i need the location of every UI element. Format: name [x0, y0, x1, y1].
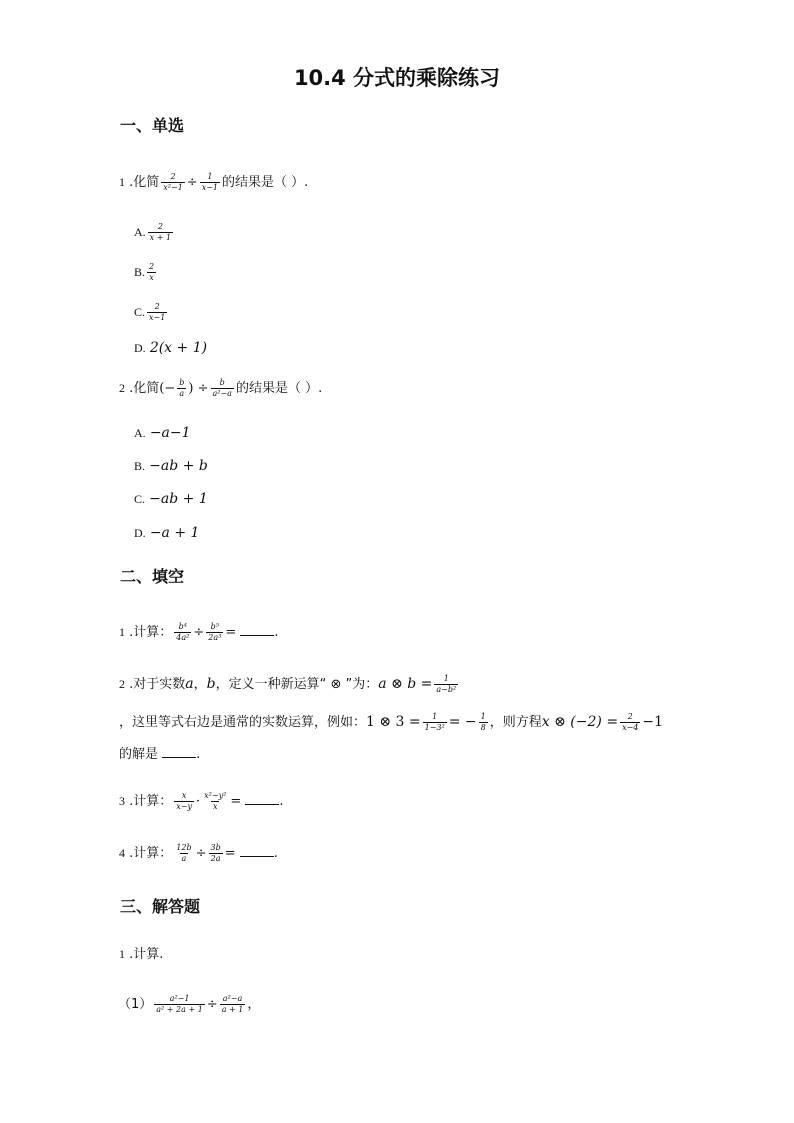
fraction: $\frac{b}{\text{a²−a}}$ — [212, 378, 232, 398]
fraction: $\frac{1}{\text{a−b²}}$ — [436, 674, 457, 694]
option-c: C. −ab + 1 — [134, 491, 208, 507]
fraction: $\frac{2}{x-1}$ — [149, 302, 166, 322]
fraction: $\frac{3b}{2a}$ — [210, 843, 221, 863]
fraction: $\frac{b}{a}$ — [179, 378, 185, 398]
question-1-2: 2 .化简(− $\frac{b}{a}$ ) ÷ $\frac{b}{\text{a²−a}}$ 的结果是（ ）. — [119, 378, 323, 398]
fraction: $\frac{\text{a²−1}}{\text{a² + 2a + 1}}$ — [156, 994, 203, 1014]
answer-blank[interactable] — [162, 745, 196, 758]
option-a: A. −a−1 — [134, 425, 191, 441]
question-suffix: 的结果是（ ）. — [222, 175, 309, 190]
question-2-4: 4 .计算： $\frac{12b}{a}$ ÷ $\frac{3b}{2a}$ = . — [119, 843, 278, 863]
section-heading-single-choice: 一、单选 — [120, 116, 185, 135]
answer-blank[interactable] — [240, 844, 274, 857]
fraction: $\frac{\text{a²−a}}{a + 1}$ — [221, 994, 244, 1014]
fraction: $\frac{1}{x-1}$ — [201, 172, 219, 192]
question-2-2-line-1: 2 .对于实数a，b，定义一种新运算“ ⊗ ”为：a ⊗ b = $\frac{1}{\text{a−b²}}$ — [119, 674, 457, 694]
fraction: $\frac{\text{b⁴}}{\text{4a²}}$ — [176, 622, 190, 642]
option-d: D. −a + 1 — [134, 525, 200, 541]
fraction: $\frac{\text{b⁵}}{\text{2a³}}$ — [208, 622, 222, 642]
answer-blank[interactable] — [240, 623, 274, 636]
question-2-1: 1 .计算： $\frac{\text{b⁴}}{\text{4a²}}$ ÷ $\frac{\text{b⁵}}{\text{2a³}}$ = . — [119, 622, 279, 642]
fraction: $\frac{x}{x-y}$ — [176, 791, 193, 811]
question-3-1: 1 .计算. — [119, 947, 164, 962]
fraction: $\frac{1}{\text{1−3²}}$ — [424, 712, 445, 732]
fraction: $\frac{2}{x-4}$ — [622, 712, 639, 732]
fraction: $\frac{1}{8}$ — [480, 712, 486, 732]
operator: ÷ — [186, 175, 198, 190]
question-2-2-line-2: ，这里等式右边是通常的实数运算，例如：1 ⊗ 3 = $\frac{1}{\text{1−3²}}$ = − $\frac{1}{8}$ ，则方程x ⊗ (−2) = $\frac{2}{x-4}$ −1 — [119, 712, 664, 732]
section-heading-fill-blank: 二、填空 — [120, 567, 185, 586]
option-c: C. $\frac{2}{x-1}$ — [134, 302, 166, 322]
section-heading-solve: 三、解答题 — [120, 897, 201, 916]
question-3-1-part-1: （1） $\frac{\text{a²−1}}{\text{a² + 2a + 1}}$ ÷ $\frac{\text{a²−a}}{a + 1}$ ， — [118, 994, 261, 1014]
option-a: A. $\frac{2}{x + 1}$ — [134, 222, 172, 242]
question-1-1: 1 .化简 $\frac{2}{\text{x²−1}}$ ÷ $\frac{1}{x-1}$ 的结果是（ ）. — [119, 172, 309, 192]
option-d: D. 2(x + 1) — [134, 340, 208, 356]
question-prefix: 化简 — [133, 175, 160, 190]
fraction: $\frac{\text{x²−y²}}{x}$ — [204, 791, 227, 811]
fraction: $\frac{12b}{a}$ — [176, 843, 192, 863]
question-number: 1 — [119, 175, 125, 189]
fraction: $\frac{2}{x}$ — [149, 262, 155, 282]
fraction: $\frac{2}{\text{x²−1}}$ — [163, 172, 183, 192]
question-2-2-line-3: 的解是 . — [119, 747, 201, 762]
answer-blank[interactable] — [245, 792, 279, 805]
fraction: $\frac{2}{x + 1}$ — [149, 222, 172, 242]
option-b: B. $\frac{2}{x}$ — [134, 262, 155, 282]
page-title: 10.4 分式的乘除练习 — [293, 66, 501, 90]
option-b: B. −ab + b — [134, 458, 208, 474]
question-2-3: 3 .计算： $\frac{x}{x-y}$ · $\frac{\text{x²−y²}}{x}$ = . — [119, 791, 284, 811]
